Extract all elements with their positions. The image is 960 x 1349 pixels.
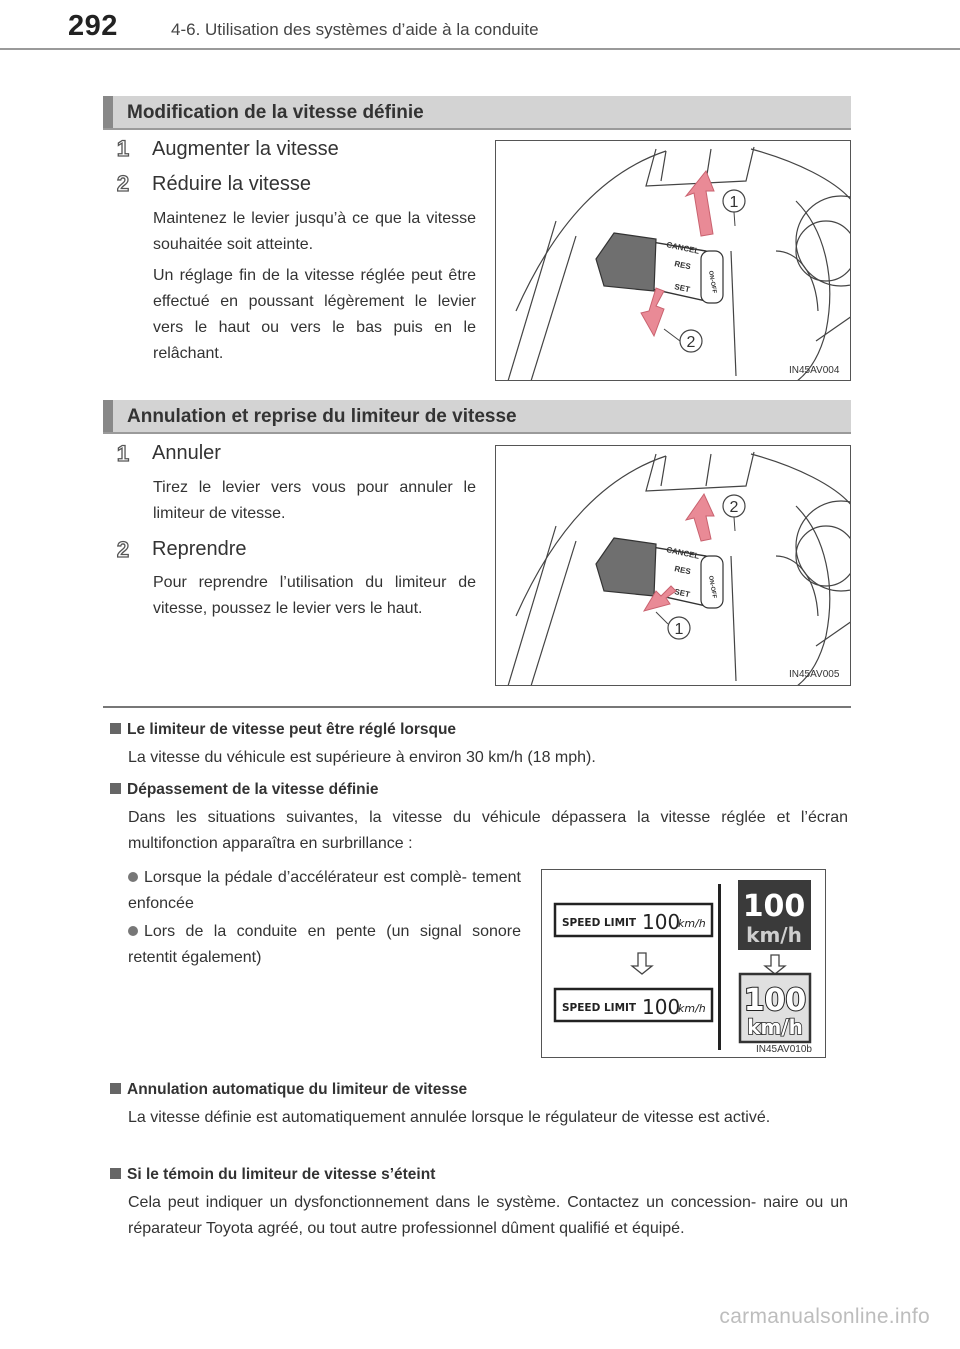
item-label-cancel: Annuler bbox=[152, 442, 221, 464]
bullet-text: Lors de la conduite en pente (un signal sonore retentit également) bbox=[128, 923, 521, 966]
square-bullet-icon bbox=[110, 723, 121, 734]
bullet-item bbox=[128, 865, 521, 917]
figure-caption: IN45AV005 bbox=[789, 669, 840, 680]
section-divider bbox=[103, 706, 851, 708]
section-banner-cancel-resume bbox=[103, 400, 851, 434]
lever-figure-1 bbox=[495, 140, 851, 381]
lever-res-label: RES bbox=[673, 564, 692, 577]
note-title: Le limiteur de vitesse peut être réglé lorsque bbox=[127, 721, 457, 738]
paragraph-hold-lever: Maintenez le levier jusqu’à ce que la vitesse souhaitée soit atteinte. bbox=[153, 210, 476, 253]
note-body: La vitesse définie est automatiquement annulée lorsque le régulateur de vitesse est activé. bbox=[128, 1109, 771, 1126]
paragraph-cancel: Tirez le levier vers vous pour annuler le limiteur de vitesse. bbox=[153, 479, 476, 522]
arrow-down-icon bbox=[641, 288, 664, 336]
item-number: 1 bbox=[116, 441, 130, 466]
item-label-increase: Augmenter la vitesse bbox=[152, 138, 339, 160]
section-title: Modification de la vitesse définie bbox=[127, 102, 424, 123]
paragraph-fine-adjust: Un réglage fin de la vitesse réglée peut être effectué en poussant légèrement le levier vers le haut ou vers le bas puis en le relâchant. bbox=[153, 267, 476, 362]
lever-set-label: SET bbox=[673, 282, 691, 295]
lever-cancel-label: CANCEL bbox=[665, 240, 701, 256]
steering-lever-illustration bbox=[496, 141, 851, 381]
note-heading bbox=[110, 781, 379, 799]
note-title: Si le témoin du limiteur de vitesse s’éteint bbox=[127, 1166, 436, 1183]
bullet-item bbox=[128, 919, 521, 971]
note-heading bbox=[110, 721, 456, 739]
lever-cancel-label: CANCEL bbox=[665, 545, 701, 561]
lever-set-label: SET bbox=[673, 587, 691, 600]
speed-limit-label: SPEED LIMIT bbox=[562, 917, 637, 929]
page-number: 292 bbox=[68, 10, 118, 42]
down-arrow-icon bbox=[765, 955, 785, 974]
speed-unit: km/h bbox=[678, 917, 706, 930]
callout-1: 1 bbox=[674, 621, 684, 638]
note-body: Dans les situations suivantes, la vitesse du véhicule dépassera la vitesse réglée et l’écran multifonction apparaîtra en surbrillance : bbox=[128, 809, 848, 852]
note-heading bbox=[110, 1081, 467, 1099]
banner-accent bbox=[103, 96, 113, 128]
lever-onoff-label: ON-OFF bbox=[707, 575, 717, 599]
circle-bullet-icon bbox=[128, 926, 138, 936]
square-bullet-icon bbox=[110, 1168, 121, 1179]
note-title: Annulation automatique du limiteur de vitesse bbox=[127, 1081, 468, 1098]
speed-value: 100 bbox=[642, 910, 681, 934]
arrow-up-icon bbox=[686, 171, 714, 236]
speed-value-large: 100 bbox=[742, 889, 806, 924]
item-number: 2 bbox=[116, 537, 130, 562]
square-bullet-icon bbox=[110, 1083, 121, 1094]
figure-caption: IN45AV004 bbox=[789, 365, 840, 376]
speed-unit: km/h bbox=[678, 1002, 706, 1015]
callout-2: 2 bbox=[729, 499, 739, 516]
lever-onoff-label: ON-OFF bbox=[707, 270, 717, 294]
down-arrow-icon bbox=[632, 953, 652, 974]
paragraph-resume: Pour reprendre l’utilisation du limiteur de vitesse, poussez le levier vers le haut. bbox=[153, 574, 476, 617]
item-number: 1 bbox=[116, 136, 130, 161]
note-heading bbox=[110, 1166, 435, 1184]
speed-display-illustration bbox=[542, 870, 826, 1058]
figure-caption: IN45AV010b bbox=[756, 1044, 812, 1055]
note-title: Dépassement de la vitesse définie bbox=[127, 781, 379, 798]
separator bbox=[718, 884, 721, 1050]
note-body: La vitesse du véhicule est supérieure à environ 30 km/h (18 mph). bbox=[128, 749, 596, 766]
circle-bullet-icon bbox=[128, 872, 138, 882]
bullet-text: Lorsque la pédale d’accélérateur est complè- tement enfoncée bbox=[128, 869, 521, 912]
lever-figure-2 bbox=[495, 445, 851, 686]
steering-lever-illustration bbox=[496, 446, 851, 686]
lever-res-label: RES bbox=[673, 259, 692, 272]
header-rule bbox=[0, 48, 960, 50]
item-label-resume: Reprendre bbox=[152, 538, 247, 560]
banner-accent bbox=[103, 400, 113, 432]
arrow-up-icon bbox=[686, 494, 714, 541]
speed-value: 100 bbox=[642, 995, 681, 1019]
item-label-decrease: Réduire la vitesse bbox=[152, 173, 311, 195]
watermark: carmanualsonline.info bbox=[719, 1305, 930, 1328]
callout-2: 2 bbox=[686, 334, 696, 351]
speed-unit-large: km/h bbox=[746, 923, 802, 947]
section-title: Annulation et reprise du limiteur de vitesse bbox=[127, 406, 517, 427]
square-bullet-icon bbox=[110, 783, 121, 794]
item-number: 2 bbox=[116, 171, 130, 196]
section-banner-speed-modification bbox=[103, 96, 851, 130]
callout-1: 1 bbox=[729, 194, 739, 211]
speed-value-highlight: 100 bbox=[743, 983, 807, 1018]
chapter-title: 4-6. Utilisation des systèmes d’aide à la conduite bbox=[171, 20, 539, 39]
speed-limit-label: SPEED LIMIT bbox=[562, 1002, 637, 1014]
speed-unit-highlight: km/h bbox=[747, 1015, 803, 1039]
note-body: Cela peut indiquer un dysfonctionnement dans le système. Contactez un concession- naire ou un réparateur Toyota agréé, ou tout autre professionnel dûment qualifié et équipé. bbox=[128, 1194, 848, 1237]
display-figure bbox=[541, 869, 826, 1058]
